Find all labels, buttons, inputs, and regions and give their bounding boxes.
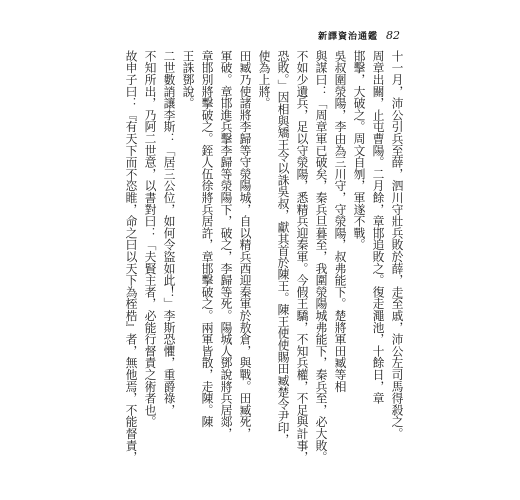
text-column-1: 十一月，沛公引兵至薛，泗川守壯兵敗於薛，走至戚，沛公左司馬得殺之。 bbox=[390, 50, 404, 440]
text-column-14: 不知所出，乃阿二世意，以書對曰：「夫賢主者，必能行督責之術者也。 bbox=[143, 50, 157, 428]
vertical-text-block bbox=[124, 50, 406, 470]
text-column-2: 周章出關，止屯曹陽。二月餘，章邯追敗之。復走澠池，十餘日，章 bbox=[371, 50, 385, 404]
text-column-6: 不如少遺兵，足以守滎陽，悉精兵迎秦軍。今假王驕，不知兵權，不足與計事， bbox=[295, 50, 309, 463]
text-column-4: 吳叔圍滎陽，李由為三川守，守滎陽，叔弗能下。楚將軍田臧等相 bbox=[333, 50, 347, 393]
text-column-8: 使為上將。 bbox=[257, 50, 271, 109]
text-column-11: 章邯別將擊破之。銍人伍徐將兵居許，章邯擊破之。兩軍皆散，走陳。陳 bbox=[200, 50, 214, 428]
book-title: 新譯資治通鑑 bbox=[317, 32, 378, 42]
text-column-9: 田臧乃使諸將李歸等守滎陽城，自以精兵西迎秦軍於敖倉，與戰。田臧死， bbox=[238, 50, 252, 440]
text-column-5: 與謀曰：「周章軍已破矣，秦兵旦暮至，我圍滎陽城弗能下，秦兵至，必大敗。 bbox=[314, 50, 328, 463]
text-column-15: 故申子曰：『有天下而不恣睢，命之曰以天下為桎梏』者，無他焉，不能督責， bbox=[124, 50, 138, 463]
text-column-7: 恐敗。」因相與矯王令以誅吳叔，獻其首於陳王。陳王使使賜田臧楚令尹印， bbox=[276, 50, 290, 446]
text-column-3: 邯擊，大破之。周文自刎，軍遂不戰。 bbox=[352, 50, 366, 251]
text-column-13: 二世數誚讓李斯：「居三公位，如何令盜如此！」李斯恐懼，重爵祿， bbox=[162, 50, 176, 416]
text-column-10: 軍破。章邯進兵擊李歸等滎陽下，破之，李歸等死。陽城人鄧說將兵居郯， bbox=[219, 50, 233, 440]
page-number: 82 bbox=[386, 29, 400, 42]
text-column-12: 王誅鄧說。 bbox=[181, 50, 195, 109]
running-header bbox=[318, 29, 400, 42]
